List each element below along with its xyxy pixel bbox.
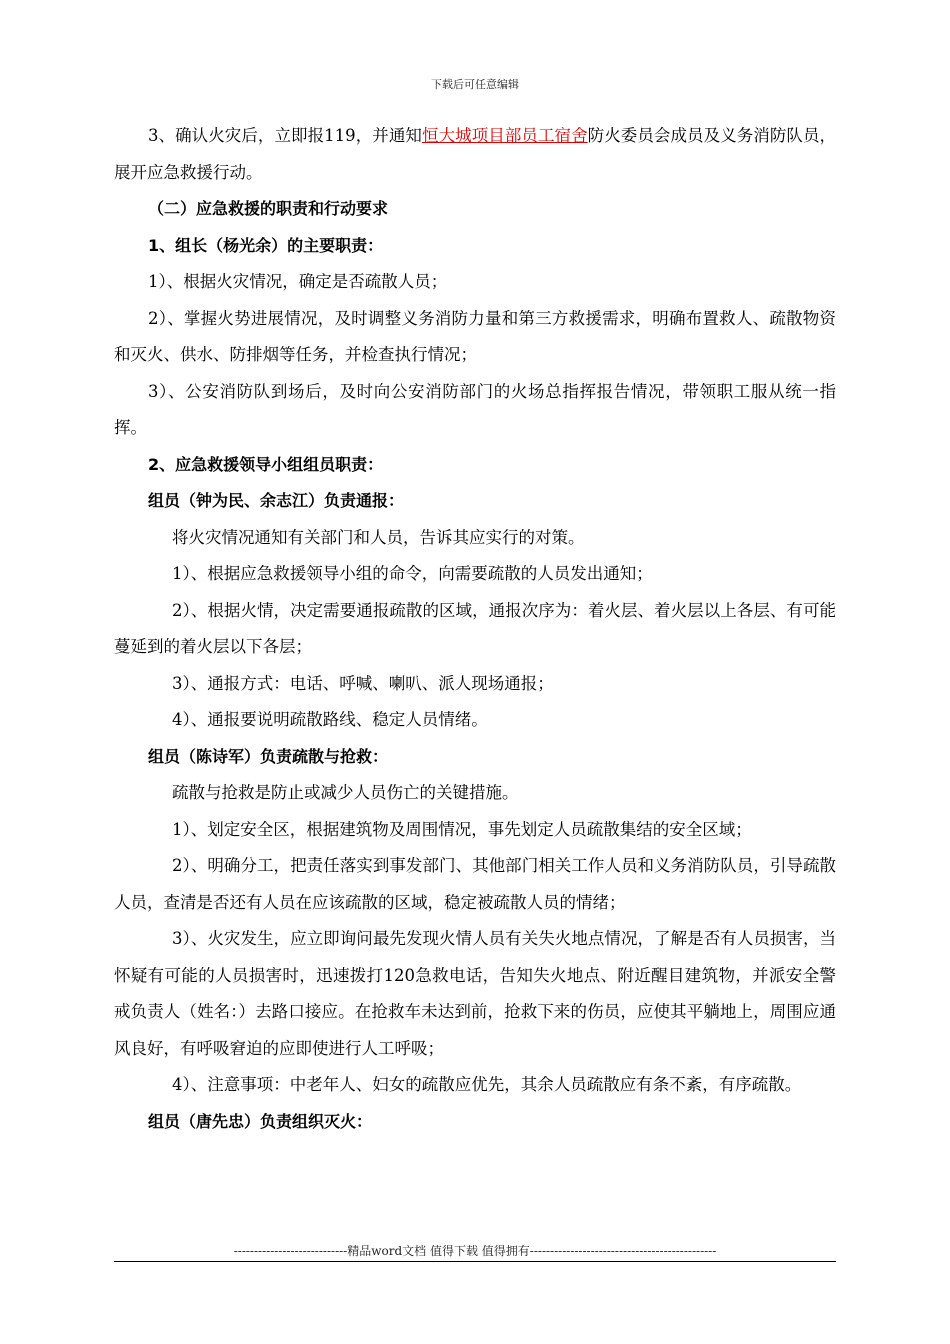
fire-heading: 组员（唐先忠）负责组织灭火： — [148, 1111, 373, 1131]
leader-item: 1）、根据火灾情况，确定是否疏散人员； — [148, 272, 448, 291]
notify-heading: 组员（钟为民、余志江）负责通报： — [148, 491, 405, 510]
document-body — [114, 118, 836, 1140]
page-header: 下载后可任意编辑 — [431, 78, 519, 91]
text-segment: 防火委员会成员及义务消防队员，展开应急救援行动。 — [114, 126, 836, 182]
paragraph-call-119 — [114, 118, 836, 191]
dormitory-link[interactable]: 恒大城项目部员工宿舍 — [422, 126, 588, 145]
notify-item: 1）、根据应急救援领导小组的命令，向需要疏散的人员发出通知； — [172, 564, 653, 583]
members-heading: 2、应急救援领导小组组员职责： — [148, 454, 384, 474]
evac-item: 1）、划定安全区，根据建筑物及周围情况，事先划定人员疏散集结的安全区域； — [172, 819, 752, 839]
leader-item: 2）、掌握火势进展情况，及时调整义务消防力量和第三方救援需求，明确布置救人、疏散物资和灭火、供水、防排烟等任务，并检查执行情况； — [114, 308, 836, 364]
evac-item: 疏散与抢救是防止或减少人员伤亡的关键措施。 — [172, 783, 519, 802]
page-footer: ----------------------------精品word文档 值得下载 值得拥有---------------------------------------------- — [233, 1244, 717, 1258]
section-heading: （二）应急救援的职责和行动要求 — [148, 199, 389, 218]
evac-item: 4）、注意事项：中老年人、妇女的疏散应优先，其余人员疏散应有条不紊，有序疏散。 — [172, 1075, 802, 1094]
notify-item: 2）、根据火情，决定需要通报疏散的区域，通报次序为：着火层、着火层以上各层、有可能蔓延到的着火层以下各层； — [114, 600, 836, 656]
evac-item: 3）、火灾发生，应立即询问最先发现火情人员有关失火地点情况，了解是否有人员损害，当怀疑有可能的人员损害时，迅速拨打120急救电话，告知失火地点、附近醒目建筑物，并派安全警戒负责人（姓名：）去路口接应。在抢救车未达到前，抢救下来的伤员，应使其平躺地上，周围应通风良好，有呼吸窘迫的应即使进行人工呼吸； — [114, 929, 836, 1058]
leader-heading: 1、组长（杨光余）的主要职责： — [148, 235, 384, 255]
evac-item: 2）、明确分工，把责任落实到事发部门、其他部门相关工作人员和义务消防队员，引导疏散人员，查清是否还有人员在应该疏散的区域，稳定被疏散人员的情绪； — [114, 856, 836, 912]
notify-item: 3）、通报方式：电话、呼喊、喇叭、派人现场通报； — [172, 673, 554, 693]
text-segment: 3、确认火灾后，立即报119，并通知 — [148, 126, 422, 145]
evac-heading: 组员（陈诗军）负责疏散与抢救： — [148, 746, 389, 766]
notify-item: 4）、通报要说明疏散路线、稳定人员情绪。 — [172, 710, 488, 729]
notify-item: 将火灾情况通知有关部门和人员，告诉其应实行的对策。 — [172, 527, 585, 547]
leader-item: 3）、公安消防队到场后，及时向公安消防部门的火场总指挥报告情况，带领职工服从统一指挥。 — [114, 381, 836, 437]
footer-rule — [114, 1261, 836, 1262]
